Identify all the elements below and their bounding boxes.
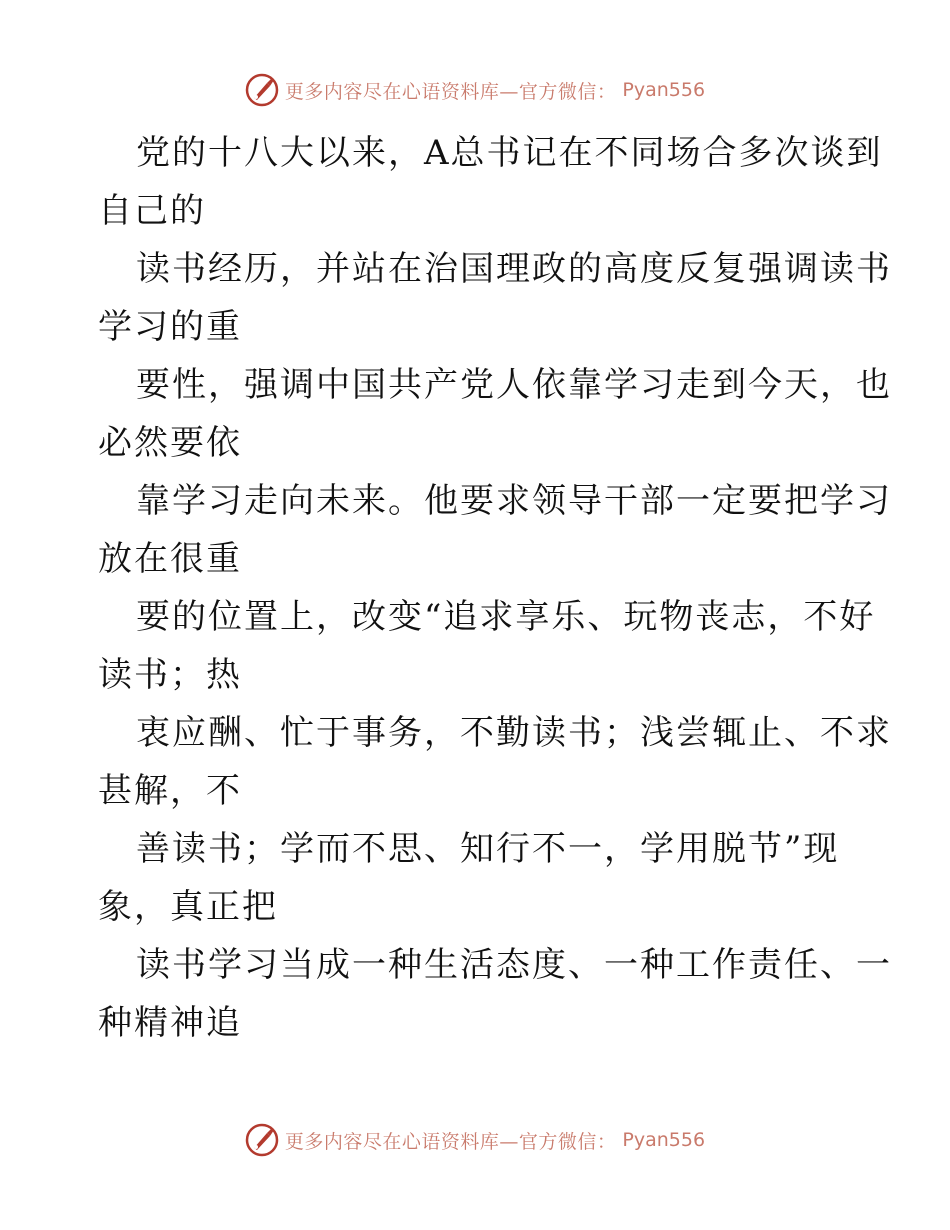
text-line-group (98, 124, 883, 240)
text-line: 靠学习走向未来。他要求领导干部一定要把学习 (136, 481, 892, 521)
text-line-group (98, 704, 892, 820)
text-line-group (98, 588, 876, 704)
quill-seal-icon (245, 73, 279, 107)
text-line: 党的十八大以来，A总书记在不同场合多次谈到 (136, 133, 883, 173)
text-line: 学习的重 (98, 307, 242, 347)
body-text (98, 124, 892, 1052)
text-line-group (98, 472, 892, 588)
text-line: 要性，强调中国共产党人依靠学习走到今天，也 (136, 365, 892, 405)
text-line: 放在很重 (98, 539, 242, 579)
quill-seal-icon (245, 1123, 279, 1157)
text-line: 善读书；学而不思、知行不一，学用脱节”现 (136, 829, 840, 869)
text-line-group (98, 820, 858, 936)
text-line: 象，真正把 (98, 887, 278, 927)
text-line: 甚解，不 (98, 771, 242, 811)
text-line: 自己的 (98, 191, 206, 231)
footer-banner (0, 1122, 950, 1158)
text-line: 种精神追 (98, 1003, 242, 1043)
text-line: 读书经历，并站在治国理政的高度反复强调读书 (136, 249, 892, 289)
text-line: 要的位置上，改变“追求享乐、玩物丧志，不好 (136, 597, 876, 637)
text-line-group (98, 356, 892, 472)
banner-text: 更多内容尽在心语资料库—官方微信： (284, 1130, 617, 1153)
text-line: 衷应酬、忙于事务，不勤读书；浅尝辄止、不求 (136, 713, 892, 753)
header-banner (0, 72, 950, 108)
banner-wechat-id: Pyan556 (622, 79, 706, 101)
text-line: 必然要依 (98, 423, 242, 463)
banner-wechat-id: Pyan556 (622, 1129, 706, 1151)
text-line: 读书学习当成一种生活态度、一种工作责任、一 (136, 945, 892, 985)
text-line-group (98, 936, 892, 1052)
banner-text: 更多内容尽在心语资料库—官方微信： (284, 80, 617, 103)
text-line: 读书；热 (98, 655, 242, 695)
text-line-group (98, 240, 892, 356)
